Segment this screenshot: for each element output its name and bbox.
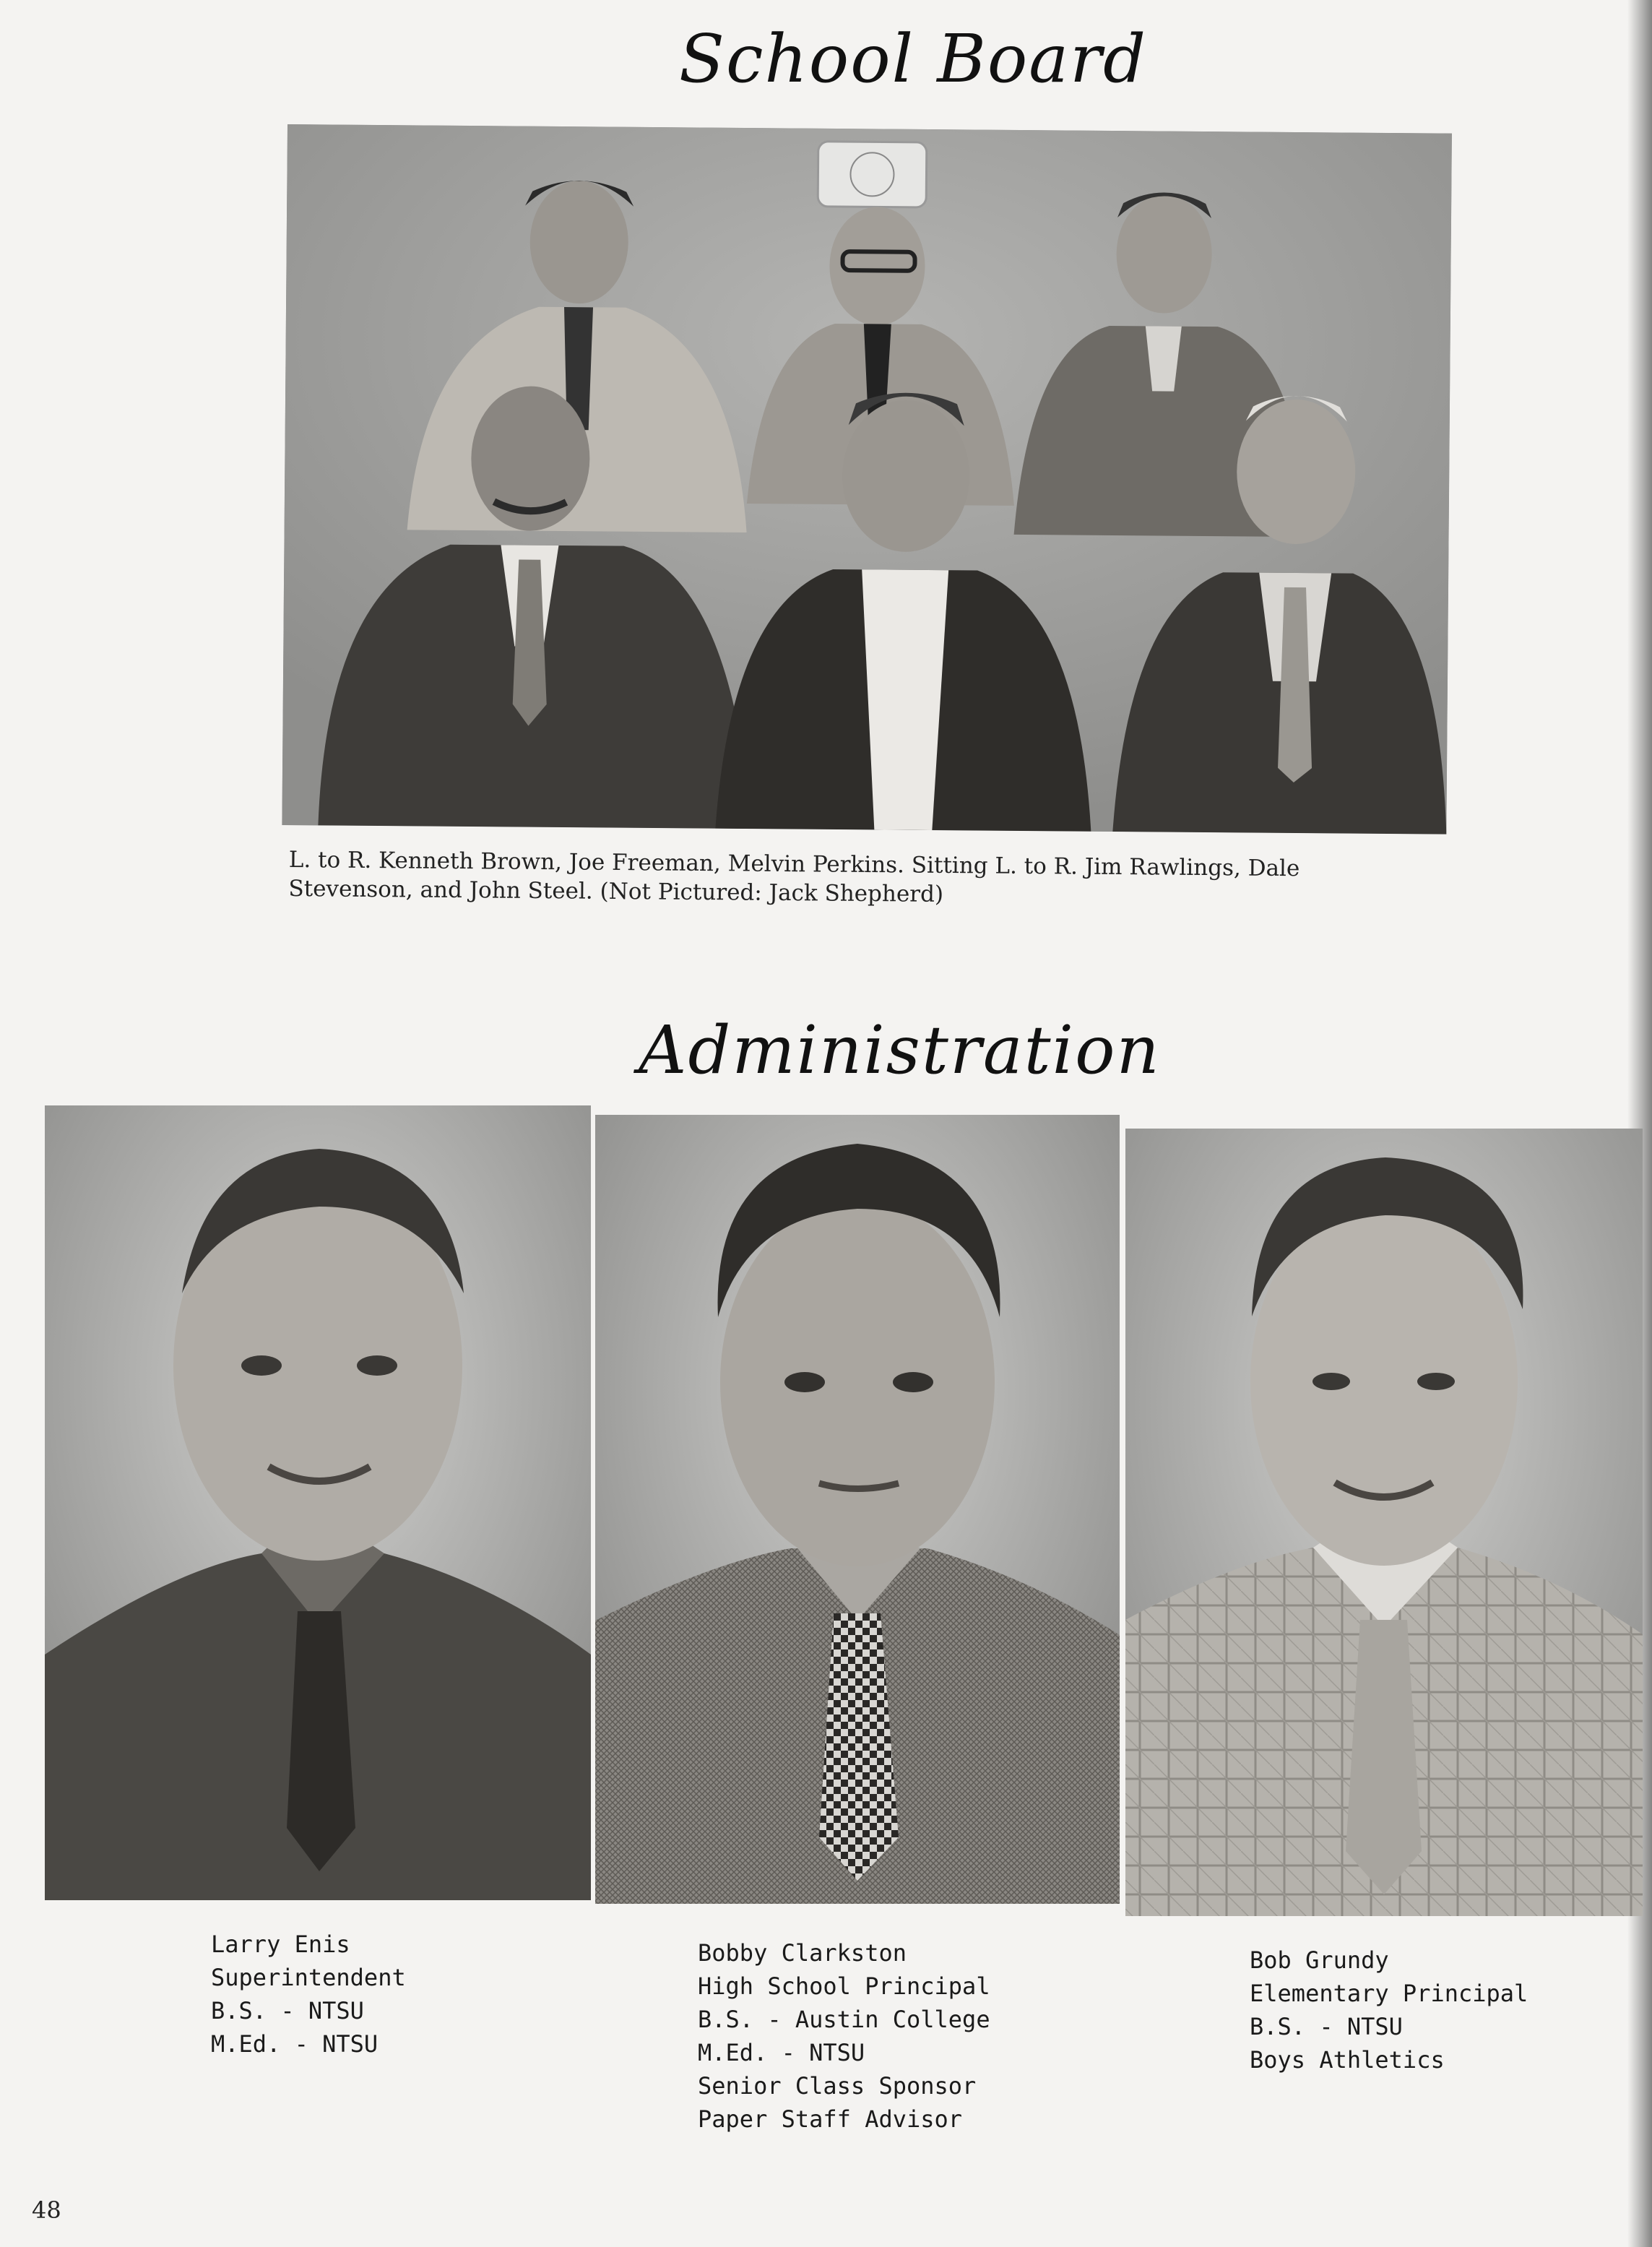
staff-degree: B.S. - Austin College [698,2006,990,2033]
person-portrait-icon [1125,1129,1643,1916]
portrait-photo-superintendent [45,1105,591,1900]
caption-line-1: L. to R. Kenneth Brown, Joe Freeman, Melvin Perkins. Sitting L. to R. Jim Rawlings, Dale [288,846,1300,882]
staff-bio-elementary-principal [1250,1944,1528,2076]
portrait-photo-elementary-principal [1125,1129,1643,1916]
staff-name: Bob Grundy [1250,1946,1389,1974]
school-board-caption [288,845,1459,913]
staff-degree: M.Ed. - NTSU [698,2039,865,2066]
caption-line-2: Stevenson, and John Steel. (Not Pictured: Jack Shepherd) [288,875,944,907]
staff-duty: Boys Athletics [1250,2046,1445,2074]
group-portrait-photo-icon [282,124,1452,834]
staff-name: Larry Enis [211,1931,350,1958]
staff-degree: B.S. - NTSU [1250,2013,1403,2040]
staff-bio-superintendent [211,1928,406,2061]
portrait-photo-high-school-principal [595,1115,1120,1904]
person-portrait-icon [45,1105,591,1900]
staff-title: High School Principal [698,1972,990,2000]
person-portrait-icon [595,1115,1120,1904]
staff-title: Elementary Principal [1250,1980,1528,2007]
page-number: 48 [32,2196,61,2224]
staff-bio-high-school-principal [698,1936,990,2136]
staff-title: Superintendent [211,1964,406,1991]
staff-degree: B.S. - NTSU [211,1997,364,2024]
staff-duty: Senior Class Sponsor [698,2072,977,2100]
school-board-group-photo [282,124,1452,834]
staff-duty: Paper Staff Advisor [698,2105,963,2133]
staff-degree: M.Ed. - NTSU [211,2030,379,2058]
administration-heading: Administration [639,1012,1161,1089]
school-board-heading: School Board [679,20,1147,98]
staff-name: Bobby Clarkston [698,1939,907,1967]
